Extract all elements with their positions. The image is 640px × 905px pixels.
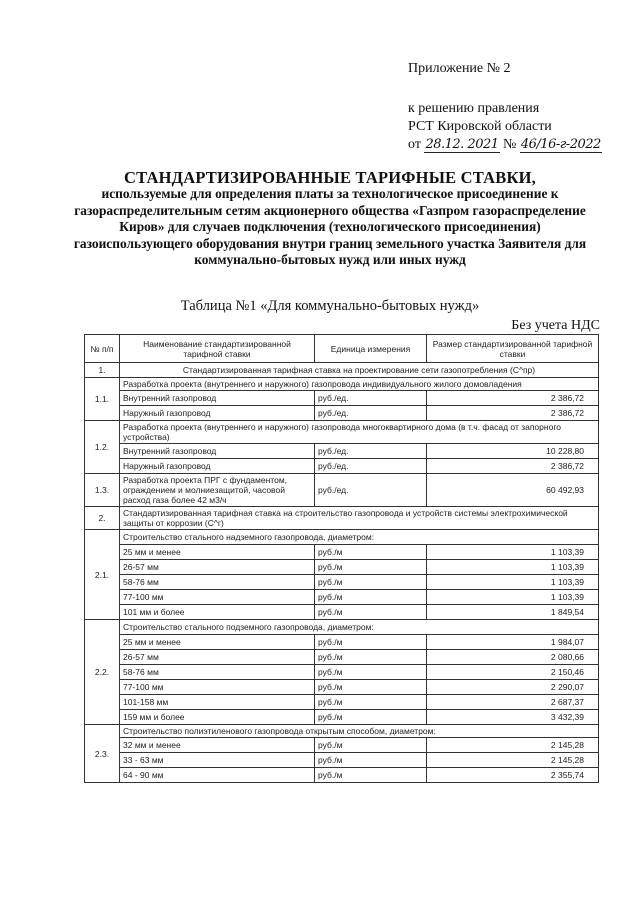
item-unit: руб./м [315,635,427,650]
table-row [85,635,599,650]
table-row [85,665,599,680]
table-row [85,590,599,605]
decision-date: 28.12. 2021 [425,137,499,152]
item-unit: руб./ед. [315,444,427,459]
row-num: 1.3. [85,474,120,507]
annex-label: Приложение № 2 [408,61,511,76]
group-title: Строительство стального подземного газопровода, диаметром: [120,620,599,635]
item-value: 1 984,07 [427,635,599,650]
group-row [85,530,599,545]
group-row [85,378,599,391]
row-num: 2.3. [85,725,120,783]
date-number-line [408,136,633,154]
table-row [85,560,599,575]
row-num: 1.2. [85,421,120,474]
table-row [85,575,599,590]
item-unit: руб./ед. [315,459,427,474]
item-name: 77-100 мм [120,590,315,605]
decision-number: 46/16-г-2022 [520,137,601,152]
item-unit: руб./м [315,590,427,605]
group-title: Разработка проекта (внутреннего и наружного) газопровода многоквартирного дома (в т.ч. фасад от запорного устройства) [120,421,599,444]
group-row [85,725,599,738]
item-unit: руб./м [315,753,427,768]
item-name: Наружный газопровод [120,406,315,421]
from-label: от [408,137,421,152]
item-value: 60 492,93 [427,474,599,507]
item-unit: руб./м [315,560,427,575]
header-unit: Единица измерения [315,335,427,363]
document-subtitle: используемые для определения платы за технологическое присоединение к газораспределительным сетям акционерного общества «Газпром газораспределение Киров» для случаев подключения (технологического присоединения) газоиспользующего оборудования внутри границ земельного участка Заявителя для коммунально-бытовых нужд или иных нужд [73,186,587,267]
group-row [85,620,599,635]
item-value: 2 150,46 [427,665,599,680]
item-unit: руб./м [315,680,427,695]
item-name: 25 мм и менее [120,635,315,650]
item-value: 2 080,66 [427,650,599,665]
item-name: 58-76 мм [120,575,315,590]
item-unit: руб./м [315,710,427,725]
document-title: СТАНДАРТИЗИРОВАННЫЕ ТАРИФНЫЕ СТАВКИ, [124,168,536,187]
item-name: Наружный газопровод [120,459,315,474]
table-row [85,391,599,406]
item-unit: руб./м [315,768,427,783]
item-value: 2 145,28 [427,738,599,753]
group-title: Строительство полиэтиленового газопровода открытым способом, диаметром: [120,725,599,738]
item-name: Разработка проекта ПРГ с фундаментом, ограждением и молниезащитой, часовой расход газа более 42 м3/ч [120,474,315,507]
item-unit: руб./м [315,650,427,665]
vat-note: Без учета НДС [511,318,600,333]
group-title: Разработка проекта (внутреннего и наружного) газопровода индивидуального жилого домовладения [120,378,599,391]
section-row [85,363,599,378]
table-row [85,738,599,753]
section-title: Стандартизированная тарифная ставка на проектирование сети газопотребления (C^пр) [120,363,599,378]
item-name: 58-76 мм [120,665,315,680]
item-value: 2 355,74 [427,768,599,783]
item-value: 1 849,54 [427,605,599,620]
item-unit: руб./м [315,545,427,560]
item-name: Внутренний газопровод [120,444,315,459]
table-row [85,459,599,474]
item-name: 64 - 90 мм [120,768,315,783]
group-row [85,421,599,444]
group-title: Строительство стального надземного газопровода, диаметром: [120,530,599,545]
table-row [85,753,599,768]
item-name: Внутренний газопровод [120,391,315,406]
table-row [85,710,599,725]
item-name: 101 мм и более [120,605,315,620]
table-row [85,474,599,507]
item-name: 159 мм и более [120,710,315,725]
table-row [85,680,599,695]
section-row [85,507,599,530]
decision-line: к решению правления [408,101,540,116]
table-title: Таблица №1 «Для коммунально-бытовых нужд» [180,298,480,314]
approval-header [408,60,633,154]
item-value: 3 432,39 [427,710,599,725]
item-name: 33 - 63 мм [120,753,315,768]
item-unit: руб./м [315,665,427,680]
authority-line: РСТ Кировской области [408,119,552,134]
header-num: № п/п [85,335,120,363]
item-name: 32 мм и менее [120,738,315,753]
table-row [85,444,599,459]
table-row [85,605,599,620]
item-unit: руб./ед. [315,474,427,507]
table-row [85,650,599,665]
item-value: 2 386,72 [427,391,599,406]
item-unit: руб./ед. [315,391,427,406]
header-size: Размер стандартизированной тарифной ставки [427,335,599,363]
row-num: 2.2. [85,620,120,725]
tariff-table [84,334,599,783]
table-header-row [85,335,599,363]
table-row [85,406,599,421]
item-name: 25 мм и менее [120,545,315,560]
table-row [85,545,599,560]
item-value: 1 103,39 [427,590,599,605]
item-value: 1 103,39 [427,575,599,590]
item-value: 1 103,39 [427,560,599,575]
item-value: 10 228,80 [427,444,599,459]
number-label: № [503,137,517,152]
item-name: 26-57 мм [120,650,315,665]
item-value: 2 386,72 [427,406,599,421]
row-num: 2. [85,507,120,530]
header-name: Наименование стандартизированной тарифной ставки [120,335,315,363]
item-unit: руб./м [315,575,427,590]
item-value: 2 687,37 [427,695,599,710]
item-name: 101-158 мм [120,695,315,710]
row-num: 2.1. [85,530,120,620]
item-unit: руб./м [315,605,427,620]
item-name: 26-57 мм [120,560,315,575]
item-name: 77-100 мм [120,680,315,695]
item-unit: руб./ед. [315,406,427,421]
section-title: Стандартизированная тарифная ставка на строительство газопровода и устройств системы электрохимической защиты от коррозии (C^г) [120,507,599,530]
row-num: 1.1. [85,378,120,421]
row-num: 1. [85,363,120,378]
item-value: 2 145,28 [427,753,599,768]
table-row [85,695,599,710]
table-row [85,768,599,783]
item-value: 1 103,39 [427,545,599,560]
item-unit: руб./м [315,695,427,710]
item-unit: руб./м [315,738,427,753]
item-value: 2 290,07 [427,680,599,695]
item-value: 2 386,72 [427,459,599,474]
